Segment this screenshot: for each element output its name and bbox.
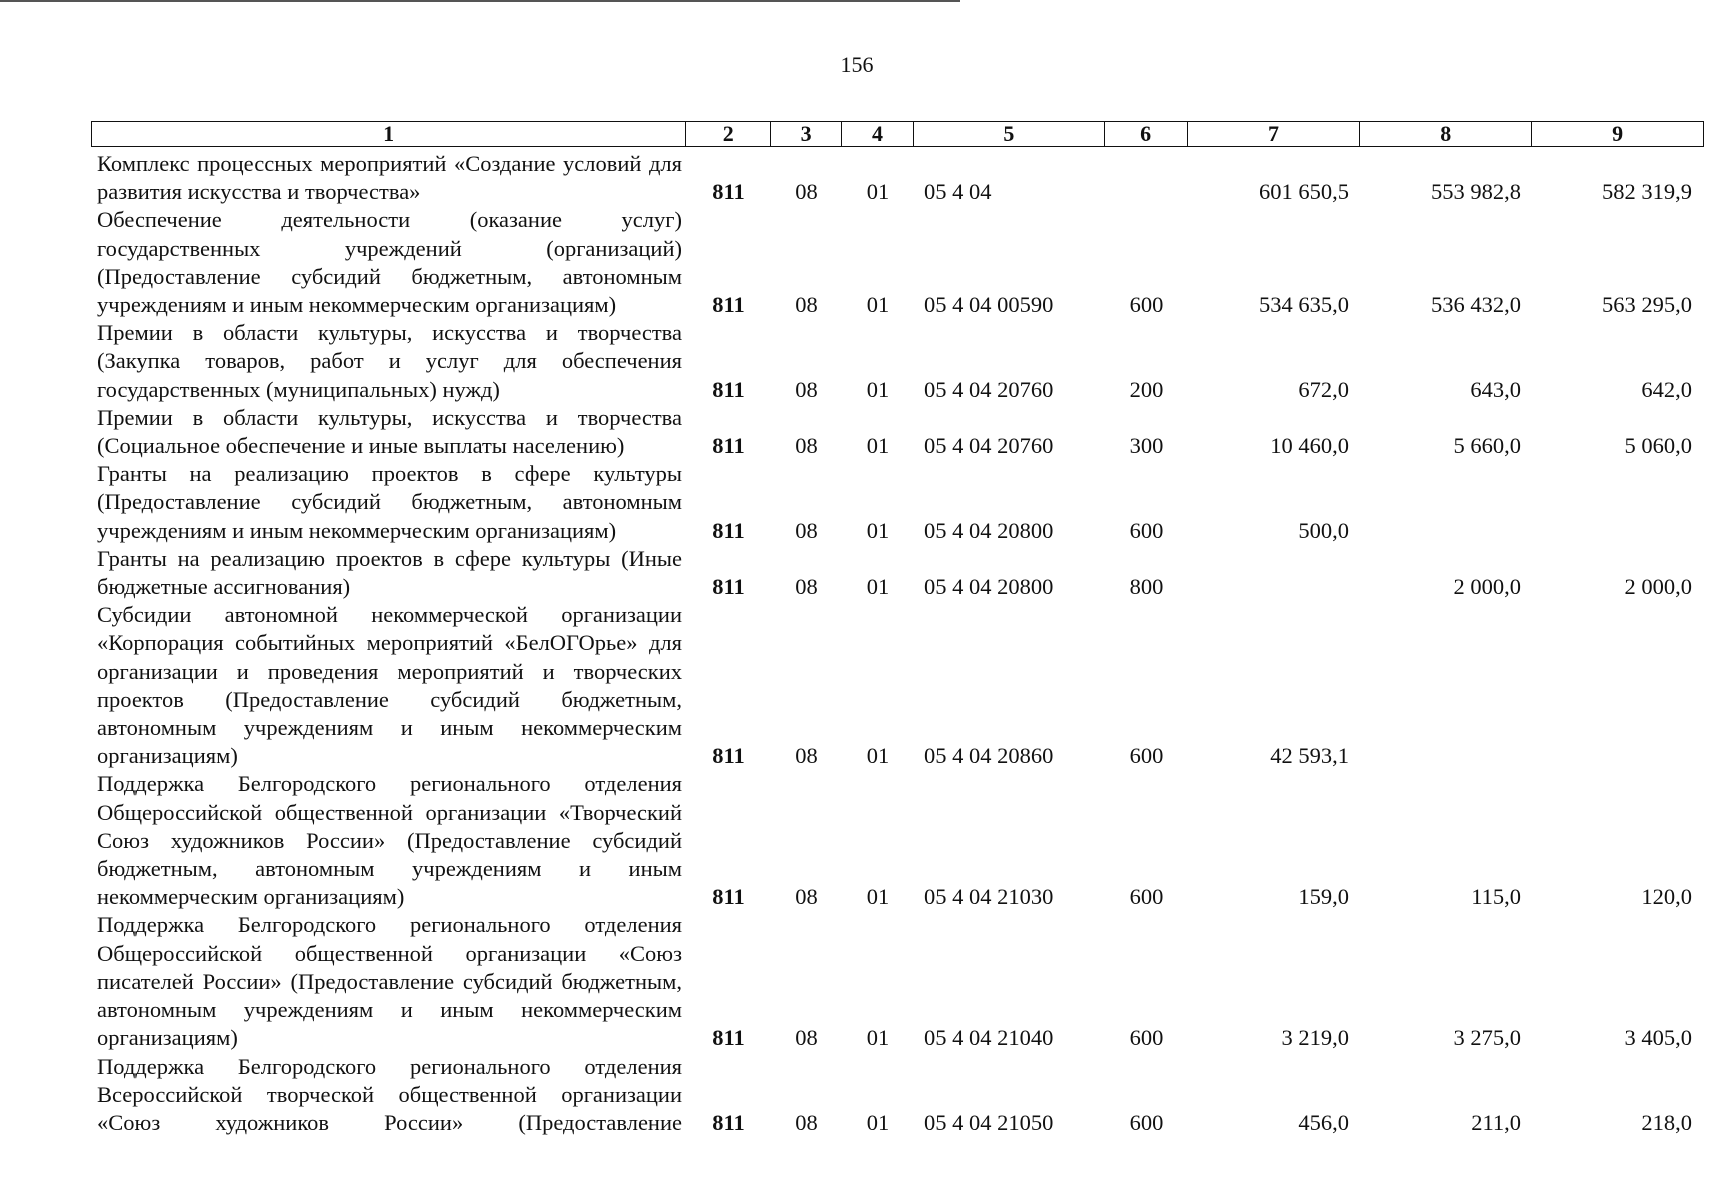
row-amount-col-8: 2 000,0: [1453, 574, 1521, 600]
table-row: [91, 150, 1704, 206]
row-col-3: 08: [795, 574, 818, 600]
row-col-3: 08: [795, 743, 818, 769]
row-expense-type: 600: [1129, 743, 1164, 769]
header-col-1: 1: [92, 122, 686, 146]
row-amount-col-9: 5 060,0: [1624, 433, 1692, 459]
row-target-code: 05 4 04 21030: [924, 884, 1054, 910]
header-col-9: 9: [1612, 121, 1624, 146]
row-amount-col-9: 218,0: [1641, 1109, 1692, 1135]
header-col-7: 7: [1188, 122, 1361, 146]
row-col-4: 01: [866, 574, 890, 600]
row-description: Поддержка Белгородского регионального отделения Общероссийской общественной организации «Союз писателей России» (Предоставление субсидий бюджетным, автономным учреждениям и иным некоммерческим организациям): [97, 912, 682, 1051]
row-expense-type: 800: [1129, 574, 1164, 600]
header-col-3: 3: [771, 122, 842, 146]
row-col-2: 811: [712, 179, 745, 205]
table-row: [91, 460, 1704, 545]
row-col-3: 08: [795, 376, 818, 402]
row-amount-col-9: 642,0: [1641, 376, 1692, 402]
row-amount-col-7: 672,0: [1298, 376, 1349, 402]
page-number: 156: [840, 52, 874, 77]
row-col-2: 811: [712, 517, 745, 543]
table-row: [91, 545, 1704, 601]
row-col-3: 08: [795, 517, 818, 543]
row-col-2: 811: [712, 1025, 745, 1051]
row-col-4: 01: [866, 743, 890, 769]
row-expense-type: 300: [1129, 433, 1164, 459]
row-amount-col-7: 534 635,0: [1259, 292, 1349, 318]
row-amount-col-8: 5 660,0: [1453, 433, 1521, 459]
row-col-2: 811: [712, 433, 745, 459]
row-target-code: 05 4 04 20800: [924, 517, 1054, 543]
table-row: [91, 601, 1704, 770]
row-description: Премии в области культуры, искусства и творчества (Социальное обеспечение и иные выплаты населению): [97, 404, 682, 459]
row-col-3: 08: [795, 1025, 818, 1051]
row-amount-col-8: 643,0: [1470, 376, 1521, 402]
row-description: Гранты на реализацию проектов в сфере культуры (Предоставление субсидий бюджетным, автономным учреждениям и иным некоммерческим организациям): [97, 461, 682, 543]
row-col-4: 01: [866, 884, 890, 910]
row-col-2: 811: [712, 574, 745, 600]
row-description: Поддержка Белгородского регионального отделения Всероссийской творческой общественной организации «Союз художников России» (Предоставление: [97, 1053, 682, 1135]
row-amount-col-9: 582 319,9: [1602, 179, 1692, 205]
header-col-8: 8: [1360, 122, 1532, 146]
row-col-4: 01: [866, 292, 890, 318]
row-description: Гранты на реализацию проектов в сфере культуры (Иные бюджетные ассигнования): [97, 545, 682, 600]
header-col-4: 4: [842, 122, 914, 146]
row-description: Премии в области культуры, искусства и творчества (Закупка товаров, работ и услуг для обеспечения государственных (муниципальных) нужд): [97, 320, 682, 402]
row-expense-type: 600: [1129, 1109, 1164, 1135]
header-col-5: 5: [914, 122, 1105, 146]
row-amount-col-9: 2 000,0: [1624, 574, 1692, 600]
row-col-4: 01: [866, 376, 890, 402]
row-amount-col-8: 553 982,8: [1431, 179, 1521, 205]
row-col-3: 08: [795, 433, 818, 459]
row-col-4: 01: [866, 1109, 890, 1135]
row-col-4: 01: [866, 1025, 890, 1051]
row-col-2: 811: [712, 1109, 745, 1135]
row-expense-type: 600: [1129, 292, 1164, 318]
row-description: Комплекс процессных мероприятий «Создание условий для развития искусства и творчества»: [97, 151, 682, 205]
row-description: Обеспечение деятельности (оказание услуг) государственных учреждений (организаций) (Предоставление субсидий бюджетным, автономным учреждениям и иным некоммерческим организациям): [97, 207, 682, 318]
table-header: [91, 121, 1704, 147]
row-amount-col-8: 115,0: [1471, 884, 1521, 910]
table-row: [91, 206, 1704, 319]
row-amount-col-7: 10 460,0: [1270, 433, 1349, 459]
table-row: [91, 319, 1704, 404]
row-expense-type: 600: [1129, 1025, 1164, 1051]
row-col-2: 811: [712, 292, 745, 318]
row-expense-type: 600: [1129, 517, 1164, 543]
row-col-4: 01: [866, 433, 890, 459]
row-amount-col-7: 42 593,1: [1270, 743, 1349, 769]
table-row: [91, 1053, 1704, 1138]
row-target-code: 05 4 04 00590: [924, 292, 1054, 318]
row-expense-type: 200: [1129, 376, 1164, 402]
row-target-code: 05 4 04 20760: [924, 433, 1054, 459]
row-amount-col-9: 120,0: [1641, 884, 1692, 910]
row-description: Поддержка Белгородского регионального отделения Общероссийской общественной организации «Творческий Союз художников России» (Предоставление субсидий бюджетным, автономным учреждениям и иным некоммерческим организациям): [97, 771, 682, 910]
row-target-code: 05 4 04 20800: [924, 574, 1054, 600]
row-col-3: 08: [795, 292, 818, 318]
row-col-2: 811: [712, 376, 745, 402]
row-col-2: 811: [712, 884, 745, 910]
row-col-2: 811: [712, 743, 745, 769]
row-amount-col-7: 3 219,0: [1281, 1025, 1349, 1051]
row-amount-col-9: 563 295,0: [1602, 292, 1692, 318]
row-target-code: 05 4 04 20860: [924, 743, 1054, 769]
row-expense-type: 600: [1129, 884, 1164, 910]
table-row: [91, 770, 1704, 911]
row-amount-col-8: 211,0: [1471, 1109, 1521, 1135]
table-body: [91, 150, 1704, 1137]
scan-edge-line: [0, 0, 960, 2]
row-target-code: 05 4 04 21050: [924, 1109, 1054, 1135]
table-row: [91, 911, 1704, 1052]
row-col-3: 08: [795, 884, 818, 910]
row-target-code: 05 4 04: [924, 179, 992, 205]
row-amount-col-7: 601 650,5: [1259, 179, 1349, 205]
row-amount-col-7: 456,0: [1298, 1109, 1349, 1135]
row-col-4: 01: [866, 517, 890, 543]
row-description: Субсидии автономной некоммерческой организации «Корпорация событийных мероприятий «БелОГОрье» для организации и проведения мероприятий и творческих проектов (Предоставление субсидий бюджетным, автономным учреждениям и иным некоммерческим организациям): [97, 602, 682, 769]
row-col-3: 08: [795, 179, 818, 205]
row-amount-col-7: 159,0: [1298, 884, 1349, 910]
row-col-4: 01: [866, 179, 890, 205]
table-row: [91, 404, 1704, 460]
row-amount-col-8: 536 432,0: [1431, 292, 1521, 318]
row-amount-col-8: 3 275,0: [1453, 1025, 1521, 1051]
row-amount-col-7: 500,0: [1298, 517, 1349, 543]
header-col-6: 6: [1105, 122, 1188, 146]
row-col-3: 08: [795, 1109, 818, 1135]
header-col-2: 2: [686, 122, 771, 146]
row-target-code: 05 4 04 21040: [924, 1025, 1054, 1051]
row-target-code: 05 4 04 20760: [924, 376, 1054, 402]
row-amount-col-9: 3 405,0: [1624, 1025, 1692, 1051]
